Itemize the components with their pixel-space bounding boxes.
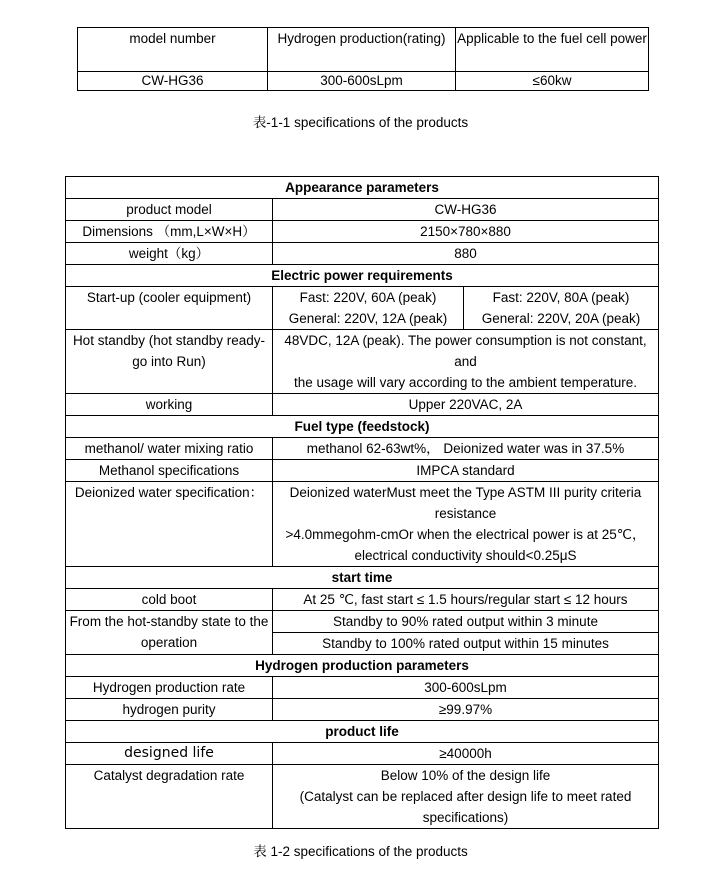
row-value: At 25 ℃, fast start ≤ 1.5 hours/regular start ≤ 12 hours (273, 589, 659, 611)
row-value (273, 330, 659, 394)
spec-row (66, 589, 659, 611)
row-label: Start-up (cooler equipment) (66, 287, 273, 330)
spec-row (66, 199, 659, 221)
row-label: Hydrogen production rate (66, 677, 273, 699)
value-line: resistance (434, 506, 497, 521)
row-label: weight（kg） (66, 243, 273, 265)
table1-caption: 表-1-1 specifications of the products (252, 115, 469, 130)
row-value: 2150×780×880 (273, 221, 659, 243)
row-value (273, 765, 659, 829)
section-row (66, 177, 659, 199)
row-label: methanol/ water mixing ratio (66, 438, 273, 460)
value-line: 48VDC, 12A (peak). The power consumption is not constant, and (284, 333, 647, 369)
value-line: (Catalyst can be replaced after design life to meet rated (299, 789, 632, 804)
row-value-right (464, 287, 659, 330)
header-fuel-cell-power: Applicable to the fuel cell power (456, 28, 649, 72)
section-start-time: start time (66, 567, 659, 589)
section-row (66, 265, 659, 287)
value-line: electrical conductivity should<0.25μS (354, 548, 577, 563)
row-value (273, 482, 659, 567)
row-value: ≥40000h (273, 743, 659, 765)
row-label: Deionized water specification： (66, 482, 273, 567)
row-value: methanol 62-63wt%， Deionized water was in 37.5% (273, 438, 659, 460)
table-header-row (78, 28, 649, 72)
row-value: Standby to 90% rated output within 3 minute (273, 611, 659, 633)
section-row (66, 721, 659, 743)
value-line: >4.0mmegohm-cmOr when the electrical power is at 25℃， (285, 527, 646, 542)
row-label: From the hot-standby state to the operation (66, 611, 273, 655)
row-value: Upper 220VAC, 2A (273, 394, 659, 416)
row-value: CW-HG36 (273, 199, 659, 221)
header-model-number: model number (78, 28, 268, 72)
row-value: ≥99.97% (273, 699, 659, 721)
cell-power: ≤60kw (456, 72, 649, 91)
spec-row (66, 330, 659, 394)
spec-row (66, 743, 659, 765)
spec-row (66, 438, 659, 460)
spec-table-main (65, 176, 659, 829)
value-line: General: 220V, 20A (peak) (481, 311, 641, 326)
row-label: Catalyst degradation rate (66, 765, 273, 829)
spec-row (66, 765, 659, 829)
spec-row (66, 460, 659, 482)
section-electric-power: Electric power requirements (66, 265, 659, 287)
header-hydrogen-production: Hydrogen production(rating) (268, 28, 456, 72)
row-value: 880 (273, 243, 659, 265)
section-row (66, 655, 659, 677)
value-line: Deionized waterMust meet the Type ASTM III purity criteria (289, 485, 642, 500)
row-label: Methanol specifications (66, 460, 273, 482)
section-row (66, 416, 659, 438)
section-product-life: product life (66, 721, 659, 743)
table2-caption: 表 1-2 specifications of the products (253, 844, 468, 859)
value-line: Below 10% of the design life (380, 768, 551, 783)
section-appearance: Appearance parameters (66, 177, 659, 199)
row-label: Hot standby (hot standby ready-go into Run) (66, 330, 273, 394)
row-label: working (66, 394, 273, 416)
spec-row (66, 394, 659, 416)
row-label: Dimensions （mm,L×W×H） (66, 221, 273, 243)
value-line: specifications) (422, 810, 509, 825)
cell-production: 300-600sLpm (268, 72, 456, 91)
row-value: IMPCA standard (273, 460, 659, 482)
row-label: designed life (66, 743, 273, 765)
section-fuel-type: Fuel type (feedstock) (66, 416, 659, 438)
spec-row (66, 243, 659, 265)
section-row (66, 567, 659, 589)
spec-row (66, 221, 659, 243)
row-value: 300-600sLpm (273, 677, 659, 699)
table-row (78, 72, 649, 91)
row-value: Standby to 100% rated output within 15 minutes (273, 633, 659, 655)
spec-row (66, 699, 659, 721)
cell-model: CW-HG36 (78, 72, 268, 91)
row-label: hydrogen purity (66, 699, 273, 721)
value-line: the usage will vary according to the ambient temperature. (294, 375, 637, 390)
value-line: Fast: 220V, 60A (peak) (299, 290, 437, 305)
value-line: General: 220V, 12A (peak) (288, 311, 448, 326)
section-hydrogen-production: Hydrogen production parameters (66, 655, 659, 677)
row-value-left (273, 287, 464, 330)
row-label: product model (66, 199, 273, 221)
spec-row (66, 677, 659, 699)
spec-table-small (77, 27, 649, 91)
value-line: Fast: 220V, 80A (peak) (492, 290, 630, 305)
spec-row (66, 611, 659, 633)
spec-row (66, 287, 659, 330)
spec-row (66, 482, 659, 567)
row-label: cold boot (66, 589, 273, 611)
